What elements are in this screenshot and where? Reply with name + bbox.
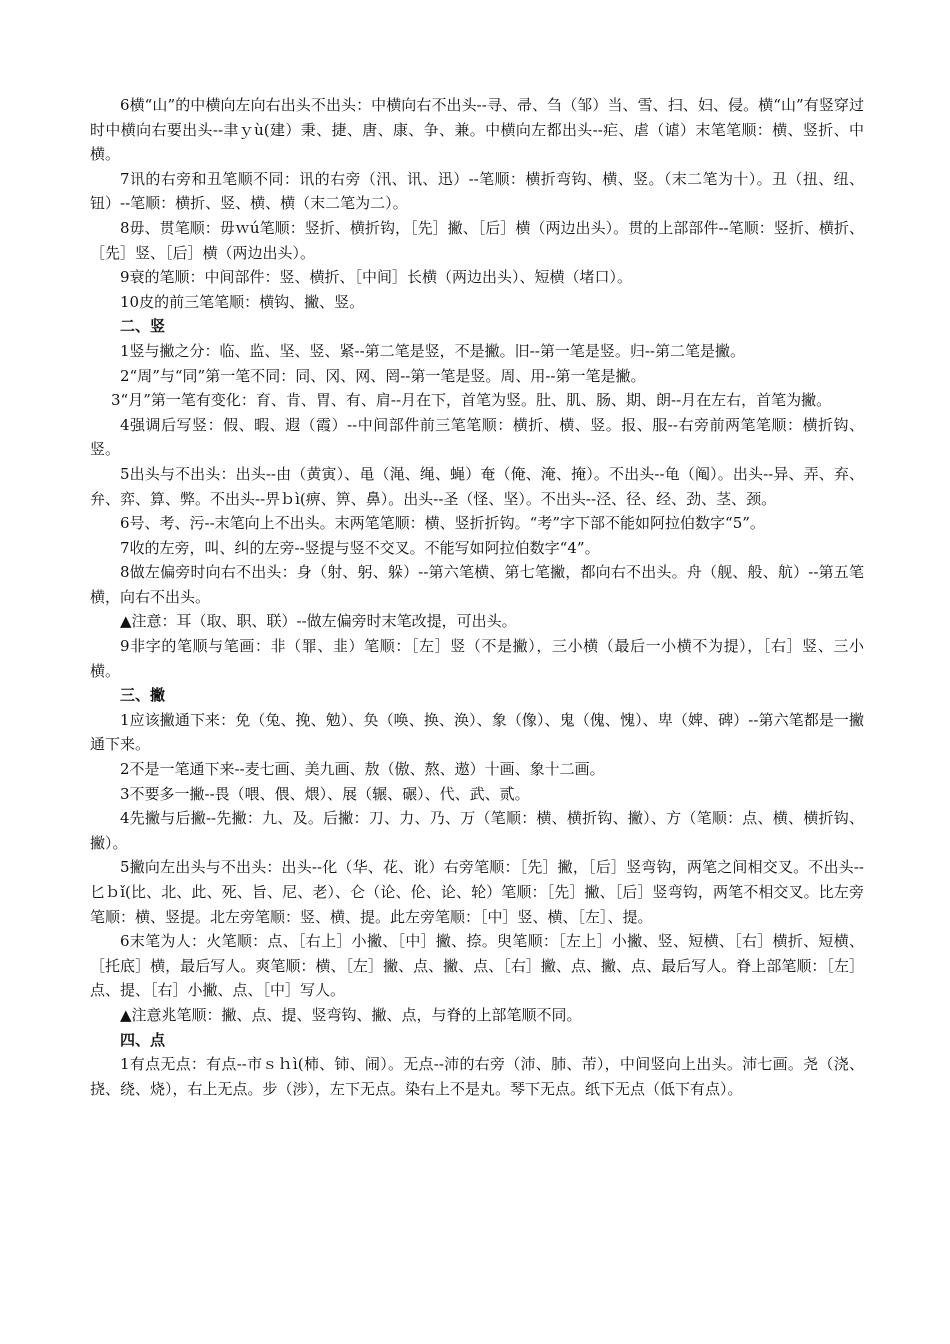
paragraph-heng-10: 10皮的前三笔笔顺：横钩、撇、竖。: [120, 292, 365, 311]
paragraph-pie-5: 5撇向左出头与不出头：出头--化（华、花、讹）右旁笔顺：［先］撇，［后］竖弯钩，两笔之间相交叉。不出头--匕ｂǐ(比、北、此、死、旨、尼、老）、仑（论、伦、论、轮）笔顺：［先］撇、［后］竖弯钩，两笔不相交叉。比左旁笔顺：横、竖提。北左旁笔顺：竖、横、提。此左旁笔顺：［中］竖、横、［左］、提。: [90, 858, 864, 926]
paragraph-shu-1: 1竖与撇之分：临、监、坚、竖、紧--第二笔是竖，不是撇。旧--第一笔是竖。归--第二笔是撇。: [120, 341, 745, 360]
paragraph-pie-2: 2不是一笔通下来--麦七画、美九画、敖（傲、熬、遨）十画、象十二画。: [120, 760, 605, 779]
paragraph-pie-3: 3不要多一撇--畏（喂、偎、煨）、展（辗、碾）、代、武、贰。: [120, 784, 530, 803]
paragraph-dian-1: 1有点无点：有点--市ｓｈì(柿、铈、闹）。无点--沛的右旁（沛、肺、芾），中间竖向上出头。沛七画。尧（浇、挠、绕、烧），右上无点。步（涉），左下无点。染右上不是丸。琴下无点。纸下无点（低下有点）。: [90, 1055, 864, 1098]
paragraph-shu-5: 5出头与不出头：出头--由（黄寅）、黾（渑、绳、蝇）奄（俺、淹、掩）。不出头--龟（阄）。出头--异、弄、弃、弁、弈、算、弊。不出头--畀ｂì(痹、箅、鼻）。出头--圣（怪、坚）。不出头--泾、径、经、劲、茎、颈。: [90, 464, 864, 508]
note-zhao: ▲注意兆笔顺：撇、点、提、竖弯钩、撇、点，与脊的上部笔顺不同。: [120, 1005, 582, 1024]
paragraph-shu-6: 6号、考、污--末笔向上不出头。末两笔笔顺：横、竖折折钩。“考”字下部不能如阿拉伯数字“5”。: [120, 514, 765, 533]
paragraph-shu-2: 2“周”与“同”第一笔不同：同、冈、网、罔--第一笔是竖。周、用--第一笔是撇。: [120, 366, 646, 385]
section-heading-dian: 四、点: [120, 1030, 166, 1049]
paragraph-heng-6: 6横“山”的中横向左向右出头不出头：中横向右不出头--寻、帚、刍（邹）当、雪、扫、妇、侵。横“山”有竖穿过时中横向右要出头--聿ｙù(建）秉、捷、唐、康、争、兼。中横向左都出头--疟、虐（谑）末笔笔顺：横、竖折、中横。: [90, 96, 864, 164]
paragraph-shu-9: 9非字的笔顺与笔画：非（罪、韭）笔顺：［左］竖（不是撇），三小横（最后一小横不为提），［右］竖、三小横。: [90, 637, 864, 680]
note-er: ▲注意：耳（取、职、联）--做左偏旁时末笔改提，可出头。: [120, 612, 517, 631]
paragraph-pie-1: 1应该撇通下来：免（兔、挽、勉）、奂（唤、换、涣）、象（像）、鬼（傀、愧）、卑（婢、碑）--第六笔都是一撇通下来。: [90, 710, 864, 754]
paragraph-heng-8: 8毋、贯笔顺：毋ｗú笔顺：竖折、横折钩，［先］撇、［后］横（两边出头）。贯的上部部件--笔顺：竖折、横折、［先］竖、［后］横（两边出头）。: [90, 218, 864, 262]
paragraph-shu-7: 7收的左旁，叫、纠的左旁--竖提与竖不交叉。不能写如阿拉伯数字“4”。: [120, 538, 600, 557]
section-heading-pie: 三、撇: [120, 686, 166, 705]
paragraph-shu-4: 4强调后写竖：假、暇、遐（霞）--中间部件前三笔笔顺：横折、横、竖。报、服--右旁前两笔笔顺：横折钩、竖。: [90, 415, 864, 459]
paragraph-shu-8: 8做左偏旁时向右不出头：身（射、躬、躲）--第六笔横、第七笔撇，都向右不出头。舟（舰、般、航）--第五笔横，向右不出头。: [90, 563, 864, 606]
section-heading-shu: 二、竖: [120, 317, 166, 336]
paragraph-shu-3: 3“月”第一笔有变化：育、肯、胃、有、肩--月在下，首笔为竖。肚、肌、肠、期、朗--月在左右，首笔为撇。: [111, 391, 832, 410]
paragraph-pie-6: 6末笔为人：火笔顺：点、［右上］小撇、［中］撇、捺。臾笔顺：［左上］小撇、竖、短横、［右］横折、短横、［托底］横，最后写人。爽笔顺：横、［左］撇、点、撇、点、［右］撇、点、撇、点、最后写人。脊上部笔顺：［左］点、提、［右］小撇、点、［中］写人。: [90, 932, 864, 1000]
paragraph-heng-9: 9衰的笔顺：中间部件：竖、横折、［中间］长横（两边出头）、短横（堵口）。: [120, 268, 633, 287]
paragraph-pie-4: 4先撇与后撇--先撇：九、及。后撇：刀、力、乃、万（笔顺：横、横折钩、撇）、方（笔顺：点、横、横折钩、撇）。: [90, 809, 864, 852]
paragraph-heng-7: 7讯的右旁和丑笔顺不同：讯的右旁（汛、讯、迅）--笔顺：横折弯钩、横、竖。（末二笔为十）。丑（扭、纽、钮）--笔顺：横折、竖、横、横（末二笔为二）。: [90, 169, 864, 213]
